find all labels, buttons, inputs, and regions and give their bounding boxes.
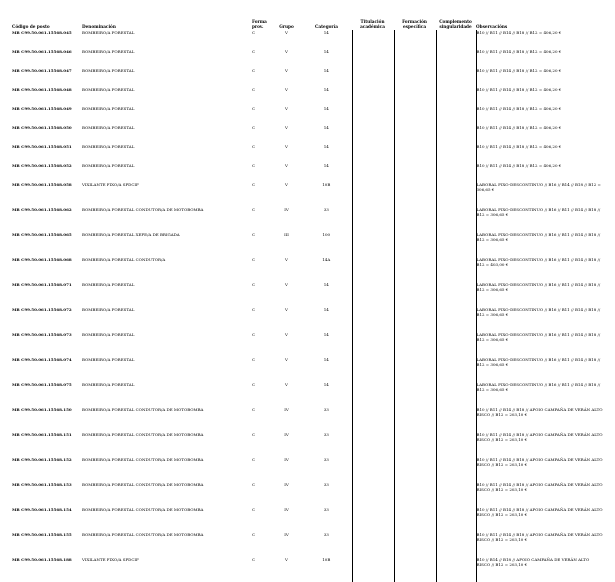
- cell-complemento: [436, 307, 476, 332]
- cell-categoria: 33: [323, 432, 329, 437]
- table-row: [12, 30, 604, 49]
- cell-forma: C: [252, 232, 256, 237]
- cell-categoria: 14: [323, 163, 329, 168]
- cell-observacions: B10 // B11 // B14 // B18 // B12 = 406,20 €: [476, 106, 604, 125]
- cell-codigo: MR C99.50.061.15568.153: [12, 482, 72, 487]
- cell-observacions: LABORAL FIXO-DESCONTINUO // B16 // B11 // B14 // B18 // B12 = 306,65 €: [476, 282, 604, 307]
- cell-titulacion: [352, 332, 394, 357]
- cell-grupo: IV: [284, 482, 289, 487]
- cell-forma: C: [252, 49, 256, 54]
- cell-forma: C: [252, 144, 256, 149]
- cell-grupo: III: [284, 232, 289, 237]
- header-grupo: Grupo: [279, 23, 294, 29]
- table-row: [12, 163, 604, 182]
- table-row: [12, 532, 604, 557]
- cell-formacion: [394, 382, 436, 407]
- cell-formacion: [394, 407, 436, 432]
- cell-complemento: [436, 457, 476, 482]
- cell-grupo: V: [285, 557, 288, 562]
- cell-forma: C: [252, 68, 256, 73]
- cell-titulacion: [352, 207, 394, 232]
- cell-complemento: [436, 382, 476, 407]
- cell-formacion: [394, 257, 436, 282]
- cell-denominacion: BOMBEIRO/A FORESTAL CONDUTOR/A DE MOTOBOMBA: [82, 507, 204, 512]
- cell-categoria: 100: [322, 232, 331, 237]
- cell-complemento: [436, 163, 476, 182]
- table-row: [12, 232, 604, 257]
- cell-titulacion: [352, 557, 394, 582]
- cell-categoria: 33: [323, 532, 329, 537]
- cell-complemento: [436, 257, 476, 282]
- cell-titulacion: [352, 232, 394, 257]
- table-row: [12, 357, 604, 382]
- cell-codigo: MR C99.50.061.15568.049: [12, 106, 72, 111]
- cell-codigo: MR C99.50.061.15568.075: [12, 382, 72, 387]
- cell-codigo: MR C99.50.061.15568.071: [12, 282, 72, 287]
- cell-titulacion: [352, 125, 394, 144]
- cell-forma: C: [252, 307, 256, 312]
- cell-categoria: 10B: [322, 557, 331, 562]
- cell-titulacion: [352, 106, 394, 125]
- cell-grupo: V: [285, 182, 288, 187]
- cell-formacion: [394, 49, 436, 68]
- cell-grupo: V: [285, 106, 288, 111]
- header-formacion: Formación específica: [402, 18, 427, 29]
- cell-complemento: [436, 282, 476, 307]
- cell-categoria: 14: [323, 382, 329, 387]
- cell-codigo: MR C99.50.061.15568.065: [12, 232, 72, 237]
- cell-observacions: B10 // B11 // B14 // B18 // B12 = 406,20 €: [476, 144, 604, 163]
- cell-observacions: LABORAL FIXO-DESCONTINUO // B16 // B11 // B14 // B18 // B12 = 306,65 €: [476, 232, 604, 257]
- cell-grupo: V: [285, 125, 288, 130]
- cell-categoria: 14: [323, 332, 329, 337]
- cell-titulacion: [352, 282, 394, 307]
- cell-titulacion: [352, 532, 394, 557]
- cell-observacions: LABORAL FIXO-DESCONTINUO // B16 // B14 // B18 // B12 = 306,65 €: [476, 182, 604, 207]
- cell-denominacion: BOMBEIRO/A FORESTAL CONDUTOR/A DE MOTOBOMBA: [82, 407, 204, 412]
- table-row: [12, 207, 604, 232]
- table-row: [12, 482, 604, 507]
- header-codigo: Código de posto: [12, 23, 50, 29]
- table-row: [12, 144, 604, 163]
- cell-categoria: 33: [323, 507, 329, 512]
- table-row: [12, 257, 604, 282]
- cell-observacions: B10 // B11 // B14 // B18 // APOIO CAMPAÑA DE VERÁN ALTO RISCO // B12 = 203,10 €: [476, 457, 604, 482]
- header-denominacion: Denominación: [82, 23, 116, 29]
- cell-categoria: 14: [323, 144, 329, 149]
- cell-denominacion: VIXILANTE FIXO/A SPDCIF: [82, 182, 139, 187]
- cell-codigo: MR C99.50.061.15568.150: [12, 407, 72, 412]
- cell-forma: C: [252, 557, 256, 562]
- cell-observacions: LABORAL FIXO-DESCONTINUO // B16 // B11 // B14 // B18 // B12 = 306,65 €: [476, 332, 604, 357]
- cell-forma: C: [252, 382, 256, 387]
- cell-codigo: MR C99.50.061.15568.151: [12, 432, 72, 437]
- cell-forma: C: [252, 125, 256, 130]
- cell-grupo: V: [285, 30, 288, 35]
- cell-categoria: 14: [323, 307, 329, 312]
- cell-complemento: [436, 532, 476, 557]
- cell-formacion: [394, 557, 436, 582]
- table-body: [12, 30, 604, 582]
- cell-categoria: 33: [323, 407, 329, 412]
- cell-observacions: B10 // B11 // B14 // B18 // APOIO CAMPAÑA DE VERÁN ALTO RISCO // B12 = 203,10 €: [476, 532, 604, 557]
- cell-categoria: 14A: [322, 257, 331, 262]
- cell-complemento: [436, 207, 476, 232]
- cell-codigo: MR C99.50.061.15568.045: [12, 30, 72, 35]
- table-row: [12, 507, 604, 532]
- cell-codigo: MR C99.50.061.15568.152: [12, 457, 72, 462]
- cell-complemento: [436, 357, 476, 382]
- cell-grupo: IV: [284, 532, 289, 537]
- cell-categoria: 33: [323, 457, 329, 462]
- posts-table: [12, 15, 604, 582]
- cell-denominacion: BOMBEIRO/A FORESTAL XEFE/A DE BRIGADA: [82, 232, 180, 237]
- cell-formacion: [394, 307, 436, 332]
- header-complemento: Complemento singularidade: [439, 18, 472, 29]
- table-row: [12, 382, 604, 407]
- table-row: [12, 125, 604, 144]
- cell-titulacion: [352, 30, 394, 49]
- cell-grupo: V: [285, 49, 288, 54]
- cell-denominacion: BOMBEIRO/A FORESTAL: [82, 87, 135, 92]
- cell-codigo: MR C99.50.061.15568.154: [12, 507, 72, 512]
- cell-denominacion: BOMBEIRO/A FORESTAL CONDUTOR/A DE MOTOBOMBA: [82, 532, 204, 537]
- cell-codigo: MR C99.50.061.15568.048: [12, 87, 72, 92]
- cell-observacions: LABORAL FIXO-DESCONTINUO // B16 // B11 // B14 // B18 // B12 = 306,65 €: [476, 307, 604, 332]
- table-row: [12, 106, 604, 125]
- cell-formacion: [394, 144, 436, 163]
- cell-denominacion: BOMBEIRO/A FORESTAL CONDUTOR/A DE MOTOBOMBA: [82, 207, 204, 212]
- cell-codigo: MR C99.50.061.15568.058: [12, 182, 72, 187]
- cell-codigo: MR C99.50.061.15568.068: [12, 257, 72, 262]
- cell-observacions: B10 // B11 // B14 // B18 // B12 = 406,20 €: [476, 49, 604, 68]
- cell-formacion: [394, 457, 436, 482]
- cell-observacions: B10 // B11 // B14 // B18 // APOIO CAMPAÑA DE VERÁN ALTO RISCO // B12 = 203,10 €: [476, 432, 604, 457]
- cell-observacions: LABORAL FIXO-DESCONTINUO // B16 // B11 // B14 // B18 // B12 = 403,00 €: [476, 257, 604, 282]
- table-row: [12, 557, 604, 582]
- cell-codigo: MR C99.50.061.15568.072: [12, 307, 72, 312]
- cell-categoria: 14: [323, 30, 329, 35]
- cell-forma: C: [252, 357, 256, 362]
- cell-codigo: MR C99.50.061.15568.062: [12, 207, 72, 212]
- table-row: [12, 457, 604, 482]
- cell-titulacion: [352, 482, 394, 507]
- cell-titulacion: [352, 144, 394, 163]
- cell-forma: C: [252, 457, 256, 462]
- table-row: [12, 87, 604, 106]
- cell-grupo: V: [285, 163, 288, 168]
- cell-forma: C: [252, 432, 256, 437]
- table-row: [12, 182, 604, 207]
- cell-denominacion: BOMBEIRO/A FORESTAL CONDUTOR/A DE MOTOBOMBA: [82, 457, 204, 462]
- cell-denominacion: BOMBEIRO/A FORESTAL: [82, 163, 135, 168]
- cell-forma: C: [252, 207, 256, 212]
- cell-formacion: [394, 182, 436, 207]
- cell-grupo: V: [285, 282, 288, 287]
- cell-denominacion: BOMBEIRO/A FORESTAL: [82, 332, 135, 337]
- cell-complemento: [436, 30, 476, 49]
- cell-observacions: B10 // B11 // B14 // B18 // B12 = 406,20 €: [476, 163, 604, 182]
- cell-titulacion: [352, 49, 394, 68]
- cell-forma: C: [252, 332, 256, 337]
- cell-categoria: 14: [323, 282, 329, 287]
- cell-grupo: V: [285, 68, 288, 73]
- cell-grupo: V: [285, 87, 288, 92]
- cell-forma: C: [252, 106, 256, 111]
- cell-categoria: 10B: [322, 182, 331, 187]
- cell-titulacion: [352, 182, 394, 207]
- cell-forma: C: [252, 182, 256, 187]
- cell-denominacion: BOMBEIRO/A FORESTAL: [82, 125, 135, 130]
- cell-complemento: [436, 432, 476, 457]
- cell-codigo: MR C99.50.061.15568.073: [12, 332, 72, 337]
- table-row: [12, 68, 604, 87]
- cell-observacions: B10 // B11 // B14 // B18 // APOIO CAMPAÑA DE VERÁN ALTO RISCO // B12 = 203,10 €: [476, 507, 604, 532]
- cell-categoria: 14: [323, 357, 329, 362]
- cell-complemento: [436, 125, 476, 144]
- table-row: [12, 407, 604, 432]
- cell-complemento: [436, 507, 476, 532]
- cell-complemento: [436, 407, 476, 432]
- table-row: [12, 332, 604, 357]
- cell-formacion: [394, 87, 436, 106]
- cell-forma: C: [252, 87, 256, 92]
- cell-complemento: [436, 557, 476, 582]
- cell-complemento: [436, 68, 476, 87]
- cell-grupo: V: [285, 382, 288, 387]
- cell-titulacion: [352, 68, 394, 87]
- cell-codigo: MR C99.50.061.15568.188: [12, 557, 72, 562]
- cell-formacion: [394, 332, 436, 357]
- cell-categoria: 14: [323, 87, 329, 92]
- cell-forma: C: [252, 282, 256, 287]
- cell-codigo: MR C99.50.061.15568.074: [12, 357, 72, 362]
- cell-complemento: [436, 332, 476, 357]
- cell-titulacion: [352, 163, 394, 182]
- cell-titulacion: [352, 257, 394, 282]
- cell-grupo: V: [285, 257, 288, 262]
- cell-formacion: [394, 125, 436, 144]
- cell-titulacion: [352, 407, 394, 432]
- cell-formacion: [394, 30, 436, 49]
- cell-denominacion: BOMBEIRO/A FORESTAL: [82, 282, 135, 287]
- cell-forma: C: [252, 407, 256, 412]
- table-row: [12, 282, 604, 307]
- cell-forma: C: [252, 163, 256, 168]
- cell-codigo: MR C99.50.061.15568.046: [12, 49, 72, 54]
- cell-forma: C: [252, 257, 256, 262]
- cell-titulacion: [352, 382, 394, 407]
- cell-formacion: [394, 163, 436, 182]
- cell-observacions: B10 // B11 // B14 // B18 // APOIO CAMPAÑA DE VERÁN ALTO RISCO // B12 = 203,10 €: [476, 407, 604, 432]
- cell-observacions: B10 // B11 // B14 // B18 // B12 = 406,20 €: [476, 87, 604, 106]
- cell-formacion: [394, 232, 436, 257]
- cell-complemento: [436, 232, 476, 257]
- cell-observacions: LABORAL FIXO-DESCONTINUO // B16 // B11 // B14 // B18 // B12 = 306,65 €: [476, 382, 604, 407]
- cell-grupo: IV: [284, 432, 289, 437]
- table-row: [12, 49, 604, 68]
- cell-denominacion: BOMBEIRO/A FORESTAL: [82, 49, 135, 54]
- cell-grupo: V: [285, 307, 288, 312]
- cell-denominacion: BOMBEIRO/A FORESTAL: [82, 144, 135, 149]
- cell-denominacion: BOMBEIRO/A FORESTAL CONDUTOR/A: [82, 257, 166, 262]
- cell-forma: C: [252, 507, 256, 512]
- cell-codigo: MR C99.50.061.15568.155: [12, 532, 72, 537]
- cell-titulacion: [352, 87, 394, 106]
- cell-observacions: B10 // B14 // B18 // APOIO CAMPAÑA DE VERÁN ALTO RISCO // B12 = 203,10 €: [476, 557, 604, 582]
- cell-titulacion: [352, 507, 394, 532]
- header-observacions: Observacións: [476, 23, 508, 29]
- cell-formacion: [394, 68, 436, 87]
- cell-titulacion: [352, 457, 394, 482]
- cell-observacions: LABORAL FIXO-DESCONTINUO // B16 // B11 // B14 // B18 // B12 = 306,65 €: [476, 207, 604, 232]
- header-forma: Forma prov.: [252, 18, 267, 29]
- cell-complemento: [436, 182, 476, 207]
- cell-formacion: [394, 357, 436, 382]
- table-row: [12, 307, 604, 332]
- cell-complemento: [436, 144, 476, 163]
- cell-grupo: IV: [284, 407, 289, 412]
- cell-titulacion: [352, 432, 394, 457]
- cell-formacion: [394, 507, 436, 532]
- cell-grupo: V: [285, 144, 288, 149]
- cell-observacions: B10 // B11 // B14 // B18 // B12 = 406,20 €: [476, 30, 604, 49]
- cell-complemento: [436, 482, 476, 507]
- cell-complemento: [436, 49, 476, 68]
- cell-complemento: [436, 106, 476, 125]
- cell-denominacion: BOMBEIRO/A FORESTAL: [82, 106, 135, 111]
- header-categoria: Categoría: [315, 23, 338, 29]
- cell-categoria: 14: [323, 49, 329, 54]
- header-titulacion: Titulación académica: [360, 18, 385, 29]
- cell-categoria: 14: [323, 125, 329, 130]
- cell-codigo: MR C99.50.061.15568.050: [12, 125, 72, 130]
- cell-titulacion: [352, 307, 394, 332]
- cell-denominacion: BOMBEIRO/A FORESTAL: [82, 68, 135, 73]
- cell-denominacion: BOMBEIRO/A FORESTAL: [82, 307, 135, 312]
- cell-categoria: 33: [323, 482, 329, 487]
- cell-forma: C: [252, 30, 256, 35]
- table-row: [12, 432, 604, 457]
- cell-observacions: B10 // B11 // B14 // B18 // APOIO CAMPAÑA DE VERÁN ALTO RISCO // B12 = 203,10 €: [476, 482, 604, 507]
- cell-categoria: 14: [323, 106, 329, 111]
- cell-complemento: [436, 87, 476, 106]
- cell-denominacion: BOMBEIRO/A FORESTAL: [82, 357, 135, 362]
- cell-observacions: LABORAL FIXO-DESCONTINUO // B16 // B11 // B14 // B18 // B12 = 306,65 €: [476, 357, 604, 382]
- cell-denominacion: BOMBEIRO/A FORESTAL CONDUTOR/A DE MOTOBOMBA: [82, 482, 204, 487]
- cell-denominacion: BOMBEIRO/A FORESTAL: [82, 30, 135, 35]
- cell-observacions: B10 // B11 // B14 // B18 // B12 = 406,20 €: [476, 68, 604, 87]
- cell-denominacion: VIXILANTE FIXO/A SPDCIF: [82, 557, 139, 562]
- cell-grupo: V: [285, 357, 288, 362]
- cell-categoria: 33: [323, 207, 329, 212]
- cell-formacion: [394, 282, 436, 307]
- cell-forma: C: [252, 482, 256, 487]
- cell-denominacion: BOMBEIRO/A FORESTAL: [82, 382, 135, 387]
- cell-titulacion: [352, 357, 394, 382]
- cell-codigo: MR C99.50.061.15568.052: [12, 163, 72, 168]
- cell-codigo: MR C99.50.061.15568.051: [12, 144, 72, 149]
- cell-denominacion: BOMBEIRO/A FORESTAL CONDUTOR/A DE MOTOBOMBA: [82, 432, 204, 437]
- cell-grupo: IV: [284, 457, 289, 462]
- cell-observacions: B10 // B11 // B14 // B18 // B12 = 406,20 €: [476, 125, 604, 144]
- cell-grupo: V: [285, 332, 288, 337]
- cell-formacion: [394, 106, 436, 125]
- cell-forma: C: [252, 532, 256, 537]
- cell-formacion: [394, 207, 436, 232]
- table-header-row: [12, 15, 604, 30]
- cell-formacion: [394, 432, 436, 457]
- cell-formacion: [394, 532, 436, 557]
- cell-grupo: IV: [284, 507, 289, 512]
- cell-formacion: [394, 482, 436, 507]
- cell-categoria: 14: [323, 68, 329, 73]
- cell-grupo: IV: [284, 207, 289, 212]
- cell-codigo: MR C99.50.061.15568.047: [12, 68, 72, 73]
